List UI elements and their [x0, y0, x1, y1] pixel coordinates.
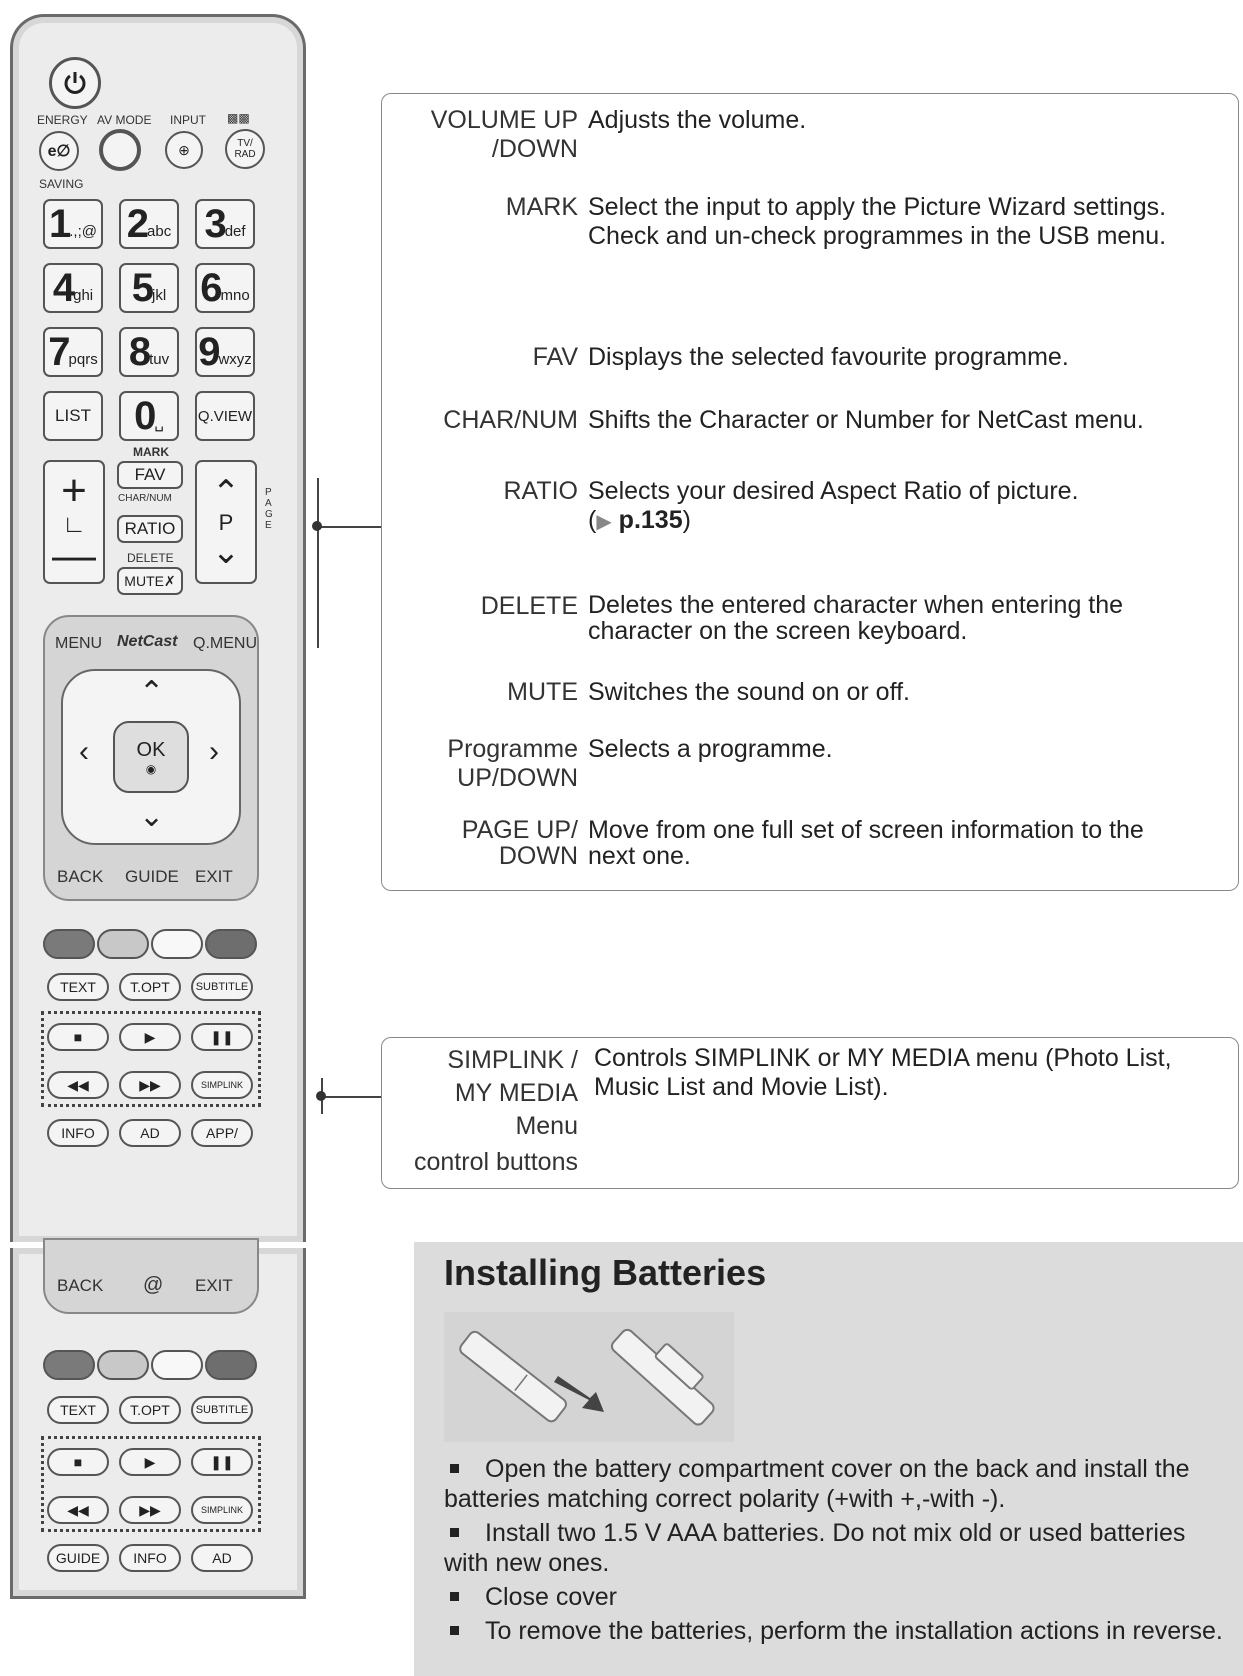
green-button[interactable]	[97, 1350, 149, 1380]
simplink-description-box	[381, 1037, 1239, 1189]
mark-label: MARK	[133, 445, 169, 459]
volume-rocker[interactable]	[43, 460, 105, 584]
stop-button[interactable]: ■	[47, 1023, 109, 1051]
installation-steps	[444, 1454, 1224, 1650]
navigation-panel-variant	[43, 1238, 259, 1314]
tv-radio-icon: ▩▩	[227, 111, 250, 125]
mute-button[interactable]: MUTE ✗	[117, 567, 183, 595]
function-key: CHAR/NUM	[443, 406, 578, 434]
ratio-ref-prefix: (	[588, 506, 597, 534]
number-5-button[interactable]: 5 jkl	[119, 263, 179, 313]
ratio-ref-suffix: )	[682, 506, 691, 534]
volume-icon: ∟	[62, 511, 86, 538]
function-desc: Selects a programme.	[588, 735, 833, 763]
connector-line	[317, 526, 381, 528]
tv-rad-label: TV/ RAD	[234, 138, 256, 160]
red-button[interactable]	[43, 929, 95, 959]
arrow-right-icon[interactable]: ›	[209, 735, 219, 768]
stop-button[interactable]: ■	[47, 1448, 109, 1476]
function-desc: Deletes the entered character when entering the character on the screen keyboard.	[588, 591, 1124, 645]
plus-icon: +	[61, 466, 87, 515]
ok-button[interactable]: OK ◉	[113, 721, 189, 793]
fast-forward-button[interactable]: ▶▶	[119, 1071, 181, 1099]
step-item: To remove the batteries, perform the installation actions in reverse.	[444, 1616, 1224, 1646]
text-button[interactable]: TEXT	[47, 1396, 109, 1424]
back-button[interactable]: BACK	[57, 867, 104, 886]
blue-button[interactable]	[205, 929, 257, 959]
topt-button[interactable]: T.OPT	[119, 1396, 181, 1424]
ratio-desc-text: Selects your desired Aspect Ratio of picture.	[588, 477, 1079, 505]
netcast-button[interactable]: NetCast	[117, 633, 178, 650]
input-label: INPUT	[170, 113, 206, 127]
saving-label: SAVING	[39, 177, 84, 191]
number-3-button[interactable]: 3 def	[195, 199, 255, 249]
number-1-button[interactable]: 1 .,;@	[43, 199, 103, 249]
exit-button[interactable]: EXIT	[195, 1276, 233, 1295]
step-item: Close cover	[444, 1582, 1224, 1612]
guide-button[interactable]: GUIDE	[47, 1544, 109, 1572]
function-key: MARK	[505, 193, 578, 221]
battery-cover-illustration	[444, 1312, 734, 1442]
energy-label: ENERGY	[37, 113, 88, 127]
exit-button[interactable]: EXIT	[195, 867, 233, 886]
step-item: Open the battery compartment cover on the back and install the batteries matching correct polarity (+with +,-with -).	[444, 1455, 1190, 1513]
info-button[interactable]: INFO	[47, 1119, 109, 1147]
function-desc: Move from one full set of screen information to the next one.	[588, 816, 1144, 870]
function-key: Programme UP/DOWN	[447, 735, 578, 792]
connector-line	[317, 478, 319, 648]
number-9-button[interactable]: 9 wxyz	[195, 327, 255, 377]
red-button[interactable]	[43, 1350, 95, 1380]
back-button[interactable]: BACK	[57, 1276, 104, 1295]
number-2-button[interactable]: 2 abc	[119, 199, 179, 249]
charnum-label: CHAR/NUM	[118, 493, 172, 504]
function-key: PAGE UP/ DOWN	[461, 816, 578, 870]
topt-button[interactable]: T.OPT	[119, 973, 181, 1001]
number-7-button[interactable]: 7 pqrs	[43, 327, 103, 377]
connector-line	[321, 1096, 381, 1098]
page-label: PAGE	[265, 487, 273, 531]
programme-rocker[interactable]	[195, 460, 257, 584]
connector-dot	[312, 521, 322, 531]
green-button[interactable]	[97, 929, 149, 959]
app-button[interactable]: APP/	[191, 1119, 253, 1147]
function-description-box	[381, 93, 1239, 891]
navigation-pad[interactable]	[61, 669, 241, 845]
function-desc: Adjusts the volume.	[588, 106, 807, 134]
energy-saving-button[interactable]: e∅	[39, 131, 79, 171]
remote-control	[10, 14, 306, 1242]
p-label: P	[218, 510, 234, 535]
qview-button[interactable]: Q.VIEW	[195, 391, 255, 441]
function-key: FAV	[532, 343, 578, 371]
rewind-button[interactable]: ◀◀	[47, 1071, 109, 1099]
chevron-down-icon: ⌄	[211, 533, 241, 571]
info-button[interactable]: INFO	[119, 1544, 181, 1572]
arrow-down-icon[interactable]: ⌄	[139, 800, 165, 833]
function-key: VOLUME UP /DOWN	[430, 106, 578, 163]
function-key: RATIO	[503, 477, 578, 505]
list-button[interactable]: LIST	[43, 391, 103, 441]
simplink-key-extra: control buttons	[414, 1148, 578, 1176]
simplink-key: SIMPLINK / MY MEDIA Menu	[447, 1046, 578, 1140]
minus-icon: —	[52, 531, 96, 580]
input-button[interactable]: ⊕	[165, 131, 203, 169]
function-desc: Select the input to apply the Picture Wizard settings. Check and un-check programmes in the USB menu.	[588, 193, 1167, 250]
connector-dot	[316, 1091, 326, 1101]
installing-batteries-section	[414, 1242, 1243, 1676]
number-8-button[interactable]: 8 tuv	[119, 327, 179, 377]
guide-button[interactable]: GUIDE	[125, 867, 179, 886]
bullet-icon	[450, 1464, 459, 1473]
arrow-left-icon[interactable]: ‹	[79, 735, 89, 768]
ratio-page-reference: p.135	[618, 506, 683, 534]
number-0-button[interactable]: 0 ␣	[119, 391, 179, 441]
subtitle-button[interactable]: SUBTITLE	[191, 1396, 253, 1424]
bullet-icon	[450, 1592, 459, 1601]
play-button[interactable]: ▶	[119, 1448, 181, 1476]
pause-button[interactable]: ❚❚	[191, 1023, 253, 1051]
section-title: Installing Batteries	[444, 1252, 767, 1293]
function-desc: Displays the selected favourite programme.	[588, 343, 1069, 371]
menu-button[interactable]: MENU	[55, 635, 103, 652]
tv-rad-button[interactable]	[225, 129, 265, 169]
yellow-button[interactable]	[151, 1350, 203, 1380]
text-button[interactable]: TEXT	[47, 973, 109, 1001]
function-key: MUTE	[507, 678, 578, 706]
at-button[interactable]: @	[143, 1274, 164, 1296]
blue-button[interactable]	[205, 1350, 257, 1380]
function-desc: Switches the sound on or off.	[588, 678, 910, 706]
number-6-button[interactable]: 6 mno	[195, 263, 255, 313]
bullet-icon	[450, 1626, 459, 1635]
pause-button[interactable]: ❚❚	[191, 1448, 253, 1476]
av-mode-button[interactable]	[99, 129, 141, 171]
power-icon	[61, 69, 89, 97]
simplink-desc: Controls SIMPLINK or MY MEDIA menu (Photo List, Music List and Movie List).	[594, 1044, 1172, 1101]
arrow-up-icon[interactable]: ⌃	[139, 676, 165, 709]
fav-button[interactable]: FAV	[117, 461, 183, 489]
yellow-button[interactable]	[151, 929, 203, 959]
simplink-button[interactable]: SIMPLINK	[191, 1071, 253, 1099]
function-key: DELETE	[480, 592, 578, 620]
subtitle-button[interactable]: SUBTITLE	[191, 973, 253, 1001]
bullet-icon	[450, 1528, 459, 1537]
function-desc: Shifts the Character or Number for NetCast menu.	[588, 406, 1144, 434]
simplink-button[interactable]: SIMPLINK	[191, 1496, 253, 1524]
ad-button[interactable]: AD	[191, 1544, 253, 1572]
avmode-label: AV MODE	[97, 113, 152, 127]
step-item: Install two 1.5 V AAA batteries. Do not mix old or used batteries with new ones.	[444, 1519, 1186, 1577]
navigation-panel	[43, 615, 259, 901]
number-4-button[interactable]: 4 ghi	[43, 263, 103, 313]
chevron-up-icon: ⌃	[211, 474, 241, 512]
rewind-button[interactable]: ◀◀	[47, 1496, 109, 1524]
ratio-button[interactable]: RATIO	[117, 515, 183, 543]
ad-button[interactable]: AD	[119, 1119, 181, 1147]
remote-control-variant	[10, 1248, 306, 1599]
qmenu-button[interactable]: Q.MENU	[193, 635, 257, 652]
delete-label: DELETE	[127, 551, 174, 565]
power-button[interactable]	[49, 57, 101, 109]
fast-forward-button[interactable]: ▶▶	[119, 1496, 181, 1524]
function-desc	[588, 477, 1188, 537]
play-button[interactable]: ▶	[119, 1023, 181, 1051]
page-reference-icon: ▶	[596, 511, 612, 533]
